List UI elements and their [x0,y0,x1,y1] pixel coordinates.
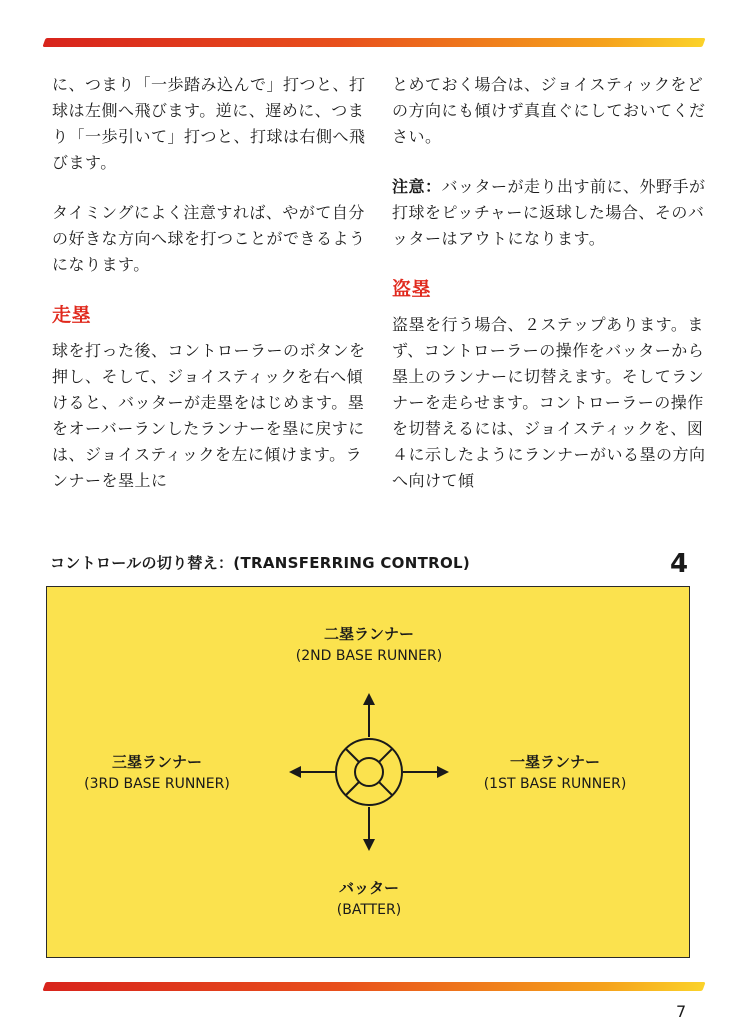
label-first-base-en: (1ST BASE RUNNER) [483,776,627,792]
right-column [392,72,710,518]
paragraph-timing-tip: タイミングによく注意すれば、やがて自分の好きな方向へ球を打つことができるようになります。 [52,203,366,274]
paragraph-hold-runner: とめておく場合は、ジョイスティックをどの方向にも傾けず真直ぐにしておいてください。 [392,75,706,146]
paragraph-timing-direction: に、つまり「一歩踏み込んで」打つと、打球は左側へ飛びます。逆に、遅めに、つまり「一歩引いて」打つと、打球は右側へ飛びます。 [52,75,366,172]
figure-transferring-control [46,586,690,958]
note-paragraph [392,174,710,252]
heading-base-running: 走塁 [52,304,92,326]
joystick-inner-ring [355,758,383,786]
top-divider [42,38,705,47]
paragraph-base-running: 球を打った後、コントローラーのボタンを押し、そして、ジョイスティックを右へ傾けると、バッターが走塁をはじめます。塁をオーバーランしたランナーを塁に戻すには、ジョイスティックを左に傾けます。ランナーを塁上に [52,341,366,490]
note-label: 注意： [392,177,442,196]
label-batter-jp: バッター [338,879,399,897]
label-third-base [47,751,267,795]
figure-number: 4 [670,549,689,579]
label-third-base-jp: 三塁ランナー [111,753,202,771]
joystick-direction-icon [279,687,459,857]
label-first-base-jp: 一塁ランナー [509,753,600,771]
bottom-divider [42,982,705,991]
heading-stealing: 盗塁 [392,278,432,300]
label-second-base-en: (2ND BASE RUNNER) [295,648,443,664]
figure-caption: コントロールの切り替え：(TRANSFERRING CONTROL) [50,554,471,572]
label-batter [259,877,479,921]
paragraph-stealing: 盗塁を行う場合、２ステップあります。まず、コントローラーの操作をバッターから塁上のランナーに切替えます。そしてランナーを走らせます。コントローラーの操作を切替えるには、ジョイスティックを、図４に示したようにランナーがいる塁の方向へ向けて傾 [392,315,706,490]
label-batter-en: (BATTER) [336,902,402,918]
label-second-base-jp: 二塁ランナー [323,625,414,643]
note-text: バッターが走り出す前に、外野手が打球をピッチャーに返球した場合、そのバッターはアウトになります。 [392,177,706,248]
joystick-outer-ring [336,739,402,805]
label-third-base-en: (3RD BASE RUNNER) [84,776,230,792]
label-first-base [445,751,665,795]
left-column [52,72,370,518]
label-second-base [259,623,479,667]
page-number: 7 [676,1002,687,1021]
